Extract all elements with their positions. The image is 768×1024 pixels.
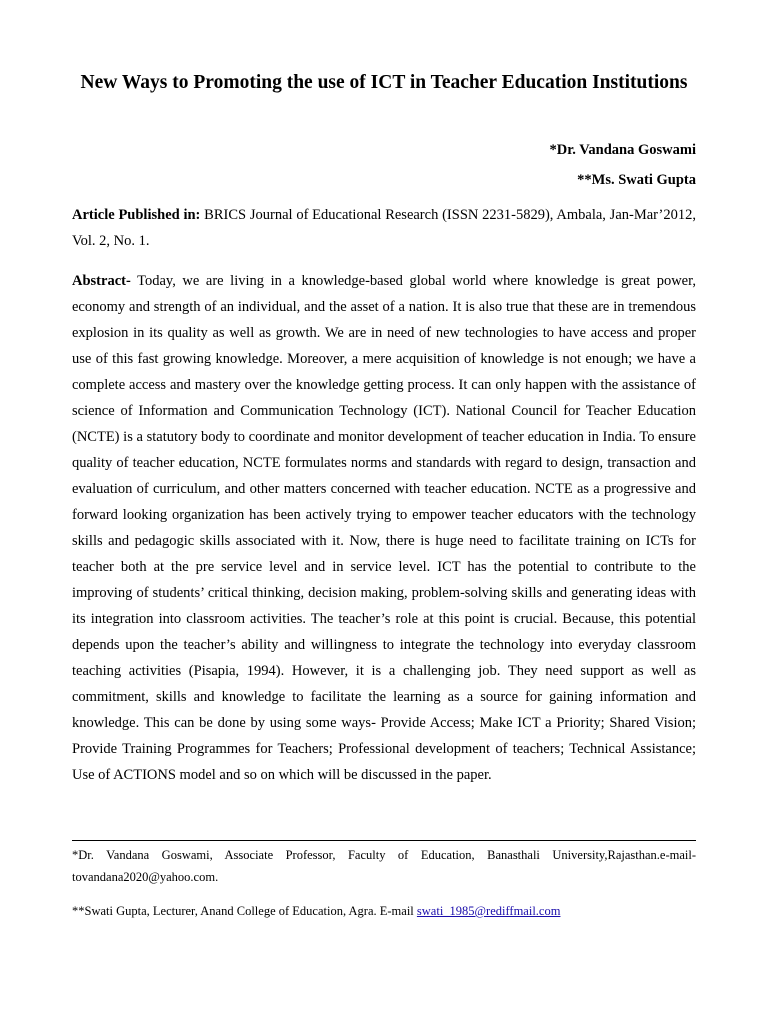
footnote-divider: [72, 840, 696, 841]
publication-text: BRICS Journal of Educational Research (ISSN 2231-5829), Ambala, Jan-Mar’2012, Vol. 2, No. 1.: [72, 207, 696, 249]
email-link[interactable]: swati_1985@rediffmail.com: [416, 904, 561, 918]
publication-info: [72, 202, 696, 254]
abstract-paragraph: [72, 268, 696, 788]
author-primary: *Dr. Vandana Goswami: [549, 142, 696, 158]
author-secondary: **Ms. Swati Gupta: [577, 172, 696, 188]
abstract-label: Abstract-: [72, 273, 131, 289]
paper-title: New Ways to Promoting the use of ICT in Teacher Education Institutions: [80, 72, 688, 93]
footnote-second-author: [72, 900, 696, 922]
publication-label: Article Published in:: [72, 207, 201, 223]
abstract-text: Today, we are living in a knowledge-based global world where knowledge is great power, economy and strength of an individual, and the asset of a nation. It is also true that these are in tremendous explosion in its quality as well as growth. We are in need of new technologies to have access and proper use of this fast growing knowledge. Moreover, a mere acquisition of knowledge is not enough; we have a complete access and mastery over the knowledge getting process. It can only happen with the assistance of science of Information and Communication Technology (ICT). National Council for Teacher Education (NCTE) is a statutory body to coordinate and monitor development of teacher education in India. To ensure quality of teacher education, NCTE formulates norms and standards with regard to design, transaction and evaluation of curriculum, and other matters concerned with teacher education. NCTE as a progressive and forward looking organization has been actively trying to empower teacher educators with the technology skills and pedagogic skills associated with it. Now, there is huge need to facilitate training on ICTs for teacher both at the pre service level and in service level. ICT has the potential to contribute to the improving of students’ critical thinking, decision making, problem-solving skills and generating ideas with its integration into classroom activities. The teacher’s role at this point is crucial. Because, this potential depends upon the teacher’s ability and willingness to integrate the technology into everyday classroom teaching activities (Pisapia, 1994). However, it is a challenging job. They need support as well as commitment, skills and knowledge to facilitate the learning as a source for gaining information and knowledge. This can be done by using some ways- Provide Access; Make ICT a Priority; Shared Vision; Provide Training Programmes for Teachers; Professional development of teachers; Technical Assistance; Use of ACTIONS model and so on which will be discussed in the paper.: [72, 273, 696, 783]
footnote-second-text: **Swati Gupta, Lecturer, Anand College of Education, Agra. E-mail: [72, 904, 417, 918]
footnote-first-author: *Dr. Vandana Goswami, Associate Professor, Faculty of Education, Banasthali University,Rajasthan.e-mail-tovandana2020@yahoo.com.: [72, 848, 696, 884]
